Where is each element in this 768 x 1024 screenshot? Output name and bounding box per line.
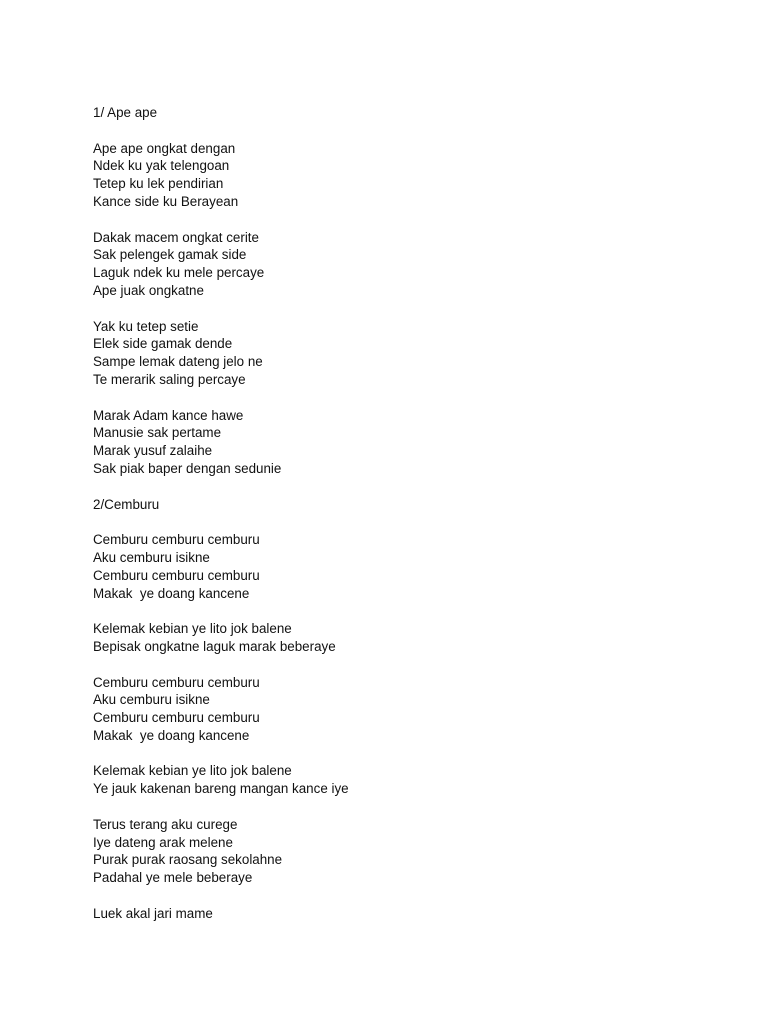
blank-line [93, 300, 713, 318]
lyric-line: Aku cemburu isikne [93, 692, 210, 708]
lyric-line: Iye dateng arak melene [93, 834, 233, 850]
lyric-line: Ape ape ongkat dengan [93, 140, 236, 156]
lyric-line: Manusie sak pertame [93, 425, 222, 441]
lyric-line: Kelemak kebian ye lito jok balene [93, 763, 292, 779]
lyric-line: Yak ku tetep setie [93, 318, 199, 334]
lyric-line: Makak ye doang kancene [93, 727, 250, 743]
blank-line [93, 745, 713, 763]
lyric-line: Cemburu cemburu cemburu [93, 532, 260, 548]
lyric-line: Dakak macem ongkat cerite [93, 229, 259, 245]
lyric-line: Cemburu cemburu cemburu [93, 674, 260, 690]
lyric-line: Kance side ku Berayean [93, 193, 239, 209]
song-title: 1/ Ape ape [93, 105, 158, 120]
stanza [93, 140, 713, 211]
blank-line [93, 389, 713, 407]
song-title: 2/Cemburu [93, 496, 160, 512]
stanza [93, 905, 713, 923]
blank-line [93, 478, 713, 496]
lyric-line: Aku cemburu isikne [93, 549, 210, 565]
lyric-line: Bepisak ongkatne laguk marak beberaye [93, 638, 336, 654]
stanza [93, 816, 713, 887]
document-page [93, 104, 713, 923]
lyric-line: Ape juak ongkatne [93, 282, 204, 298]
lyric-line: Te merarik saling percaye [93, 371, 246, 387]
lyric-line: Padahal ye mele beberaye [93, 870, 253, 886]
lyric-line: Purak purak raosang sekolahne [93, 852, 283, 868]
lyric-line: Marak yusuf zalaihe [93, 443, 213, 459]
lyric-line: Sak pelengek gamak side [93, 247, 247, 263]
blank-line [93, 656, 713, 674]
stanza [93, 762, 713, 798]
stanza [93, 531, 713, 602]
blank-line [93, 798, 713, 816]
stanza [93, 620, 713, 656]
lyric-line: Terus terang aku curege [93, 816, 238, 832]
blank-line [93, 211, 713, 229]
lyric-line: Sak piak baper dengan sedunie [93, 460, 282, 476]
lyric-line: Elek side gamak dende [93, 336, 233, 352]
blank-line [93, 887, 713, 905]
lyric-line: Ye jauk kakenan bareng mangan kance iye [93, 781, 349, 797]
blank-line [93, 122, 713, 140]
blank-line [93, 602, 713, 620]
lyric-line: Tetep ku lek pendirian [93, 176, 224, 192]
lyric-line: Marak Adam kance hawe [93, 407, 244, 423]
lyric-line: Luek akal jari mame [93, 905, 213, 921]
stanza [93, 407, 713, 478]
lyric-line: Kelemak kebian ye lito jok balene [93, 621, 292, 637]
stanza [93, 318, 713, 389]
lyric-line: Cemburu cemburu cemburu [93, 567, 260, 583]
blank-line [93, 513, 713, 531]
lyric-line: Sampe lemak dateng jelo ne [93, 354, 263, 370]
lyric-line: Ndek ku yak telengoan [93, 158, 230, 174]
lyric-line: Makak ye doang kancene [93, 585, 250, 601]
lyric-line: Cemburu cemburu cemburu [93, 710, 260, 726]
stanza [93, 229, 713, 300]
lyric-line: Laguk ndek ku mele percaye [93, 265, 265, 281]
stanza [93, 674, 713, 745]
